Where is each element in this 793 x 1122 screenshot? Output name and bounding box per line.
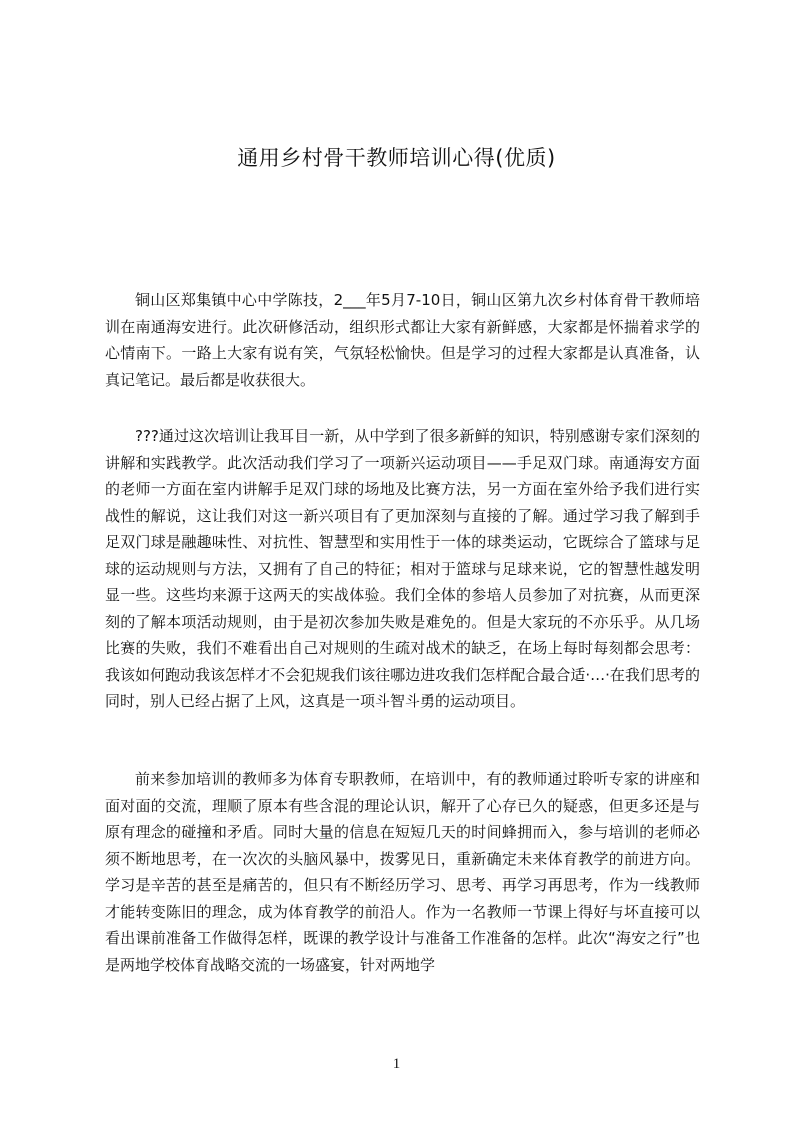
document-title: 通用乡村骨干教师培训心得(优质)	[237, 146, 556, 170]
paragraph-block-2	[105, 423, 700, 715]
paragraph-block-3	[105, 766, 700, 978]
paragraph-3: 前来参加培训的教师多为体育专职教师，在培训中，有的教师通过聆听专家的讲座和面对面的交流，理顺了原本有些含混的理论认识，解开了心存已久的疑惑，但更多还是与原有理念的碰撞和矛盾。同时大量的信息在短短几天的时间蜂拥而入，参与培训的老师必须不断地思考，在一次次的头脑风暴中，拨雾见日，重新确定未来体育教学的前进方向。学习是辛苦的甚至是痛苦的，但只有不断经历学习、思考、再学习再思考，作为一线教师才能转变陈旧的理念，成为体育教学的前沿人。作为一名教师一节课上得好与坏直接可以看出课前准备工作做得怎样，既课的教学设计与准备工作准备的怎样。此次“海安之行”也是两地学校体育战略交流的一场盛宴，针对两地学	[105, 770, 700, 974]
page-number: 1	[392, 1056, 401, 1072]
paragraph-1: 铜山区郑集镇中心中学陈技，2___年5月7-10日，铜山区第九次乡村体育骨干教师培训在南通海安进行。此次研修活动，组织形式都让大家有新鲜感，大家都是怀揣着求学的心情南下。一路上大家有说有笑，气氛轻松愉快。但是学习的过程大家都是认真准备，认真记笔记。最后都是收获很大。	[105, 291, 700, 389]
paragraph-2: ???通过这次培训让我耳目一新，从中学到了很多新鲜的知识，特别感谢专家们深刻的讲解和实践教学。此次活动我们学习了一项新兴运动项目——手足双门球。南通海安方面的老师一方面在室内讲解手足双门球的场地及比赛方法，另一方面在室外给予我们进行实战性的解说，这让我们对这一新兴项目有了更加深刻与直接的了解。通过学习我了解到手足双门球是融趣味性、对抗性、智慧型和实用性于一体的球类运动，它既综合了篮球与足球的运动规则与方法，又拥有了自己的特征；相对于篮球与足球来说，它的智慧性越发明显一些。这些均来源于这两天的实战体验。我们全体的参培人员参加了对抗赛，从而更深刻的了解本项活动规则，由于是初次参加失败是难免的。但是大家玩的不亦乐乎。从几场比赛的失败，我们不难看出自己对规则的生疏对战术的缺乏，在场上每时每刻都会思考：我该如何跑动我该怎样才不会犯规我们该往哪边进攻我们怎样配合最合适·…·在我们思考的同时，别人已经占据了上风，这真是一项斗智斗勇的运动项目。	[105, 427, 700, 710]
paragraph-block-1	[105, 287, 700, 393]
